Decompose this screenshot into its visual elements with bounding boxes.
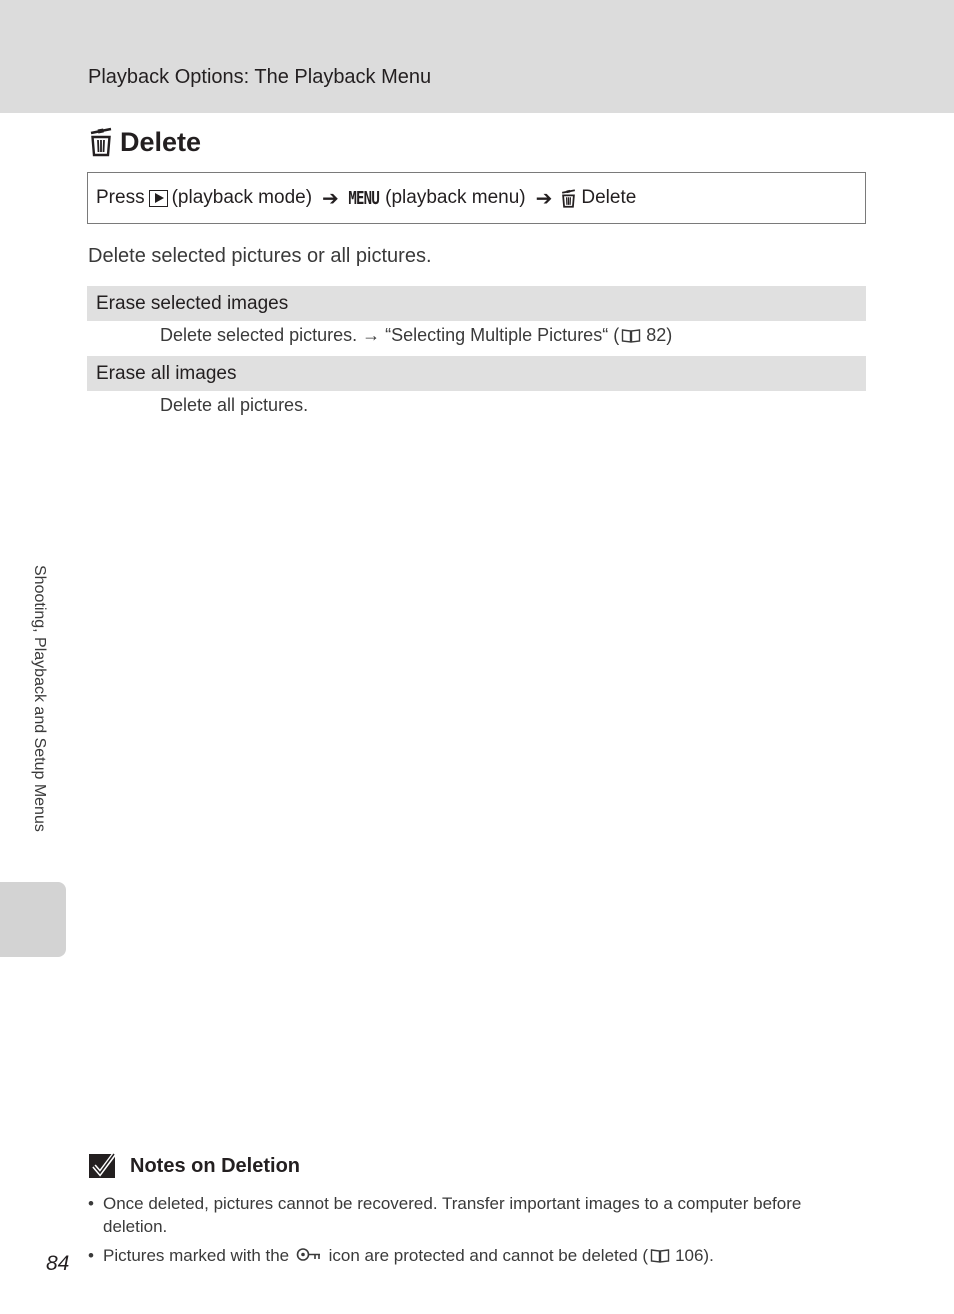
option-description: Delete selected pictures. → “Selecting Multiple Pictures“ ( 82) xyxy=(160,325,673,345)
trash-icon xyxy=(88,127,114,157)
playback-menu-label: (playback menu) xyxy=(385,187,526,208)
press-label: Press xyxy=(96,187,145,208)
option-erase-all xyxy=(87,356,866,391)
arrow-icon: ➔ xyxy=(322,187,339,210)
book-reference-icon xyxy=(621,328,641,343)
intro-text: Delete selected pictures or all pictures. xyxy=(88,245,432,267)
option-label: Erase selected images xyxy=(96,292,289,314)
option-erase-selected xyxy=(87,286,866,321)
option-description: Delete all pictures. xyxy=(160,395,309,415)
side-tab-label: Shooting, Playback and Setup Menus xyxy=(31,565,48,832)
playback-button-icon xyxy=(149,190,168,207)
note-item: • Pictures marked with the icon are protected and cannot be deleted ( 106). xyxy=(88,1246,714,1265)
page-number: 84 xyxy=(46,1252,70,1275)
protect-key-icon xyxy=(296,1247,322,1262)
notes-title: Notes on Deletion xyxy=(130,1154,301,1177)
notes-heading xyxy=(88,1152,300,1180)
page-heading xyxy=(88,124,201,160)
option-label: Erase all images xyxy=(96,362,237,384)
page-title: Delete xyxy=(120,126,202,157)
book-reference-icon xyxy=(650,1248,670,1263)
side-tab xyxy=(0,882,66,957)
arrow-icon: ➔ xyxy=(535,187,553,210)
note-item: • Once deleted, pictures cannot be recovered. Transfer important images to a computer before deletion. xyxy=(88,1194,802,1236)
header-band xyxy=(0,0,954,113)
navigation-path xyxy=(87,172,866,224)
trash-icon xyxy=(560,189,577,208)
section-title: Playback Options: The Playback Menu xyxy=(88,66,432,88)
check-icon xyxy=(88,1152,118,1180)
playback-mode-label: (playback mode) xyxy=(171,187,313,208)
menu-button-icon: MENU xyxy=(348,187,379,209)
delete-label: Delete xyxy=(581,187,637,208)
